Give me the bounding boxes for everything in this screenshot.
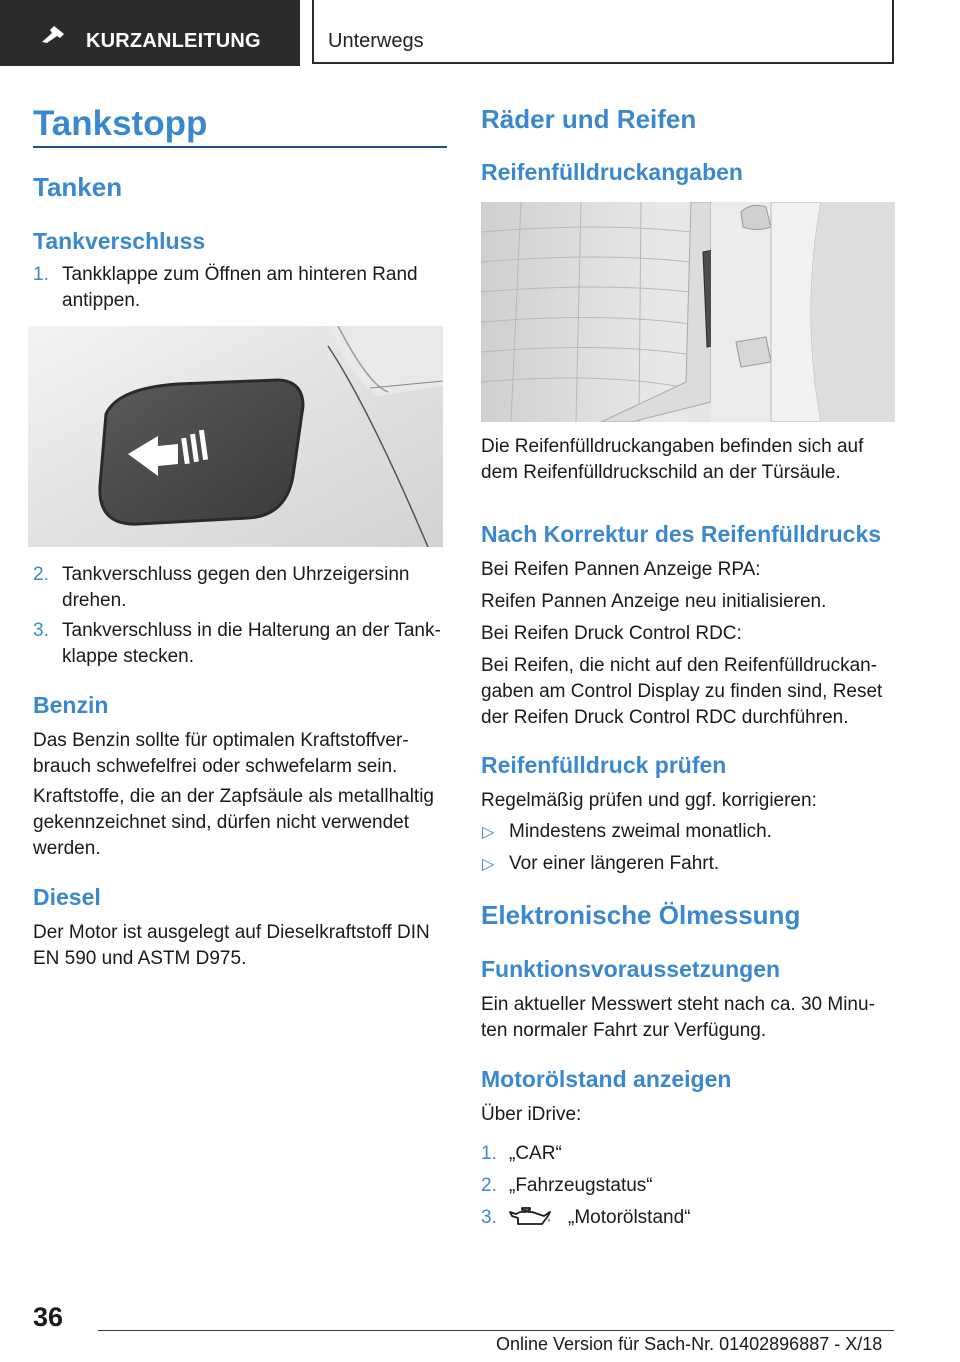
paragraph-line: Regelmäßig prüfen und ggf. korrigieren:	[481, 790, 817, 811]
heading-diesel: Diesel	[33, 884, 101, 910]
paragraph-line: gaben am Control Display zu finden sind, Reset	[481, 681, 883, 702]
fuel-flap-illustration	[28, 326, 443, 547]
header-chapter-label: Unterwegs	[328, 30, 424, 52]
paragraph-line: der Reifen Druck Control RDC durchführen.	[481, 707, 849, 728]
paragraph-line: Ein aktueller Messwert steht nach ca. 30 Minu-	[481, 994, 875, 1015]
heading-raeder-und-reifen: Räder und Reifen	[481, 104, 697, 134]
paragraph-line: EN 590 und ASTM D975.	[33, 948, 247, 969]
paragraph-line: brauch schwefelfrei oder schwefelarm sein.	[33, 756, 398, 777]
step-text: „Fahrzeugstatus“	[509, 1175, 653, 1196]
step-number: 2.	[481, 1175, 497, 1196]
paragraph-line: werden.	[33, 838, 101, 859]
step-number: 3.	[33, 620, 49, 641]
heading-reifenfuelldruckangaben: Reifenfülldruckangaben	[481, 159, 743, 185]
bullet-triangle-icon: ▷	[482, 856, 495, 873]
paragraph-line: gekennzeichnet sind, dürfen nicht verwendet	[33, 812, 410, 833]
paragraph-line: Reifen Pannen Anzeige neu initialisieren.	[481, 591, 827, 612]
pin-icon	[40, 24, 66, 44]
paragraph-line: ten normaler Fahrt zur Verfügung.	[481, 1020, 767, 1041]
footer-online-version: Online Version für Sach-Nr. 01402896887 - X/18	[496, 1334, 883, 1354]
paragraph-line: Kraftstoffe, die an der Zapfsäule als metallhaltig	[33, 786, 434, 807]
header-chapter-tab	[312, 0, 894, 64]
paragraph-line: Die Reifenfülldruckangaben befinden sich auf	[481, 436, 864, 457]
step-number: 2.	[33, 564, 49, 585]
paragraph-line: Das Benzin sollte für optimalen Kraftstoffver-	[33, 730, 409, 751]
step-text-cont: antippen.	[62, 290, 141, 311]
bullet-text: Vor einer längeren Fahrt.	[509, 853, 720, 874]
step-text: „Motorölstand“	[568, 1207, 691, 1228]
paragraph-line: Bei Reifen Pannen Anzeige RPA:	[481, 559, 761, 580]
step-number: 1.	[481, 1143, 497, 1164]
step-text: Tankklappe zum Öffnen am hinteren Rand	[62, 264, 418, 285]
page-title-tankstopp: Tankstopp	[33, 104, 208, 143]
paragraph-line: Bei Reifen, die nicht auf den Reifenfülldruckan-	[481, 655, 878, 676]
step-number: 3.	[481, 1207, 497, 1228]
heading-motoroelstand-anzeigen: Motorölstand anzeigen	[481, 1066, 732, 1092]
heading-elektronische-oelmessung: Elektronische Ölmessung	[481, 900, 801, 930]
heading-reifenfuelldruck-pruefen: Reifenfülldruck prüfen	[481, 752, 727, 778]
paragraph-line: Bei Reifen Druck Control RDC:	[481, 623, 742, 644]
bullet-text: Mindestens zweimal monatlich.	[509, 821, 772, 842]
heading-tanken: Tanken	[33, 172, 123, 202]
paragraph-line: Der Motor ist ausgelegt auf Dieselkraftstoff DIN	[33, 922, 430, 943]
step-text-cont: klappe stecken.	[62, 646, 195, 667]
heading-benzin: Benzin	[33, 692, 109, 718]
title-underline	[33, 146, 447, 148]
step-text-cont: drehen.	[62, 590, 127, 611]
step-text: Tankverschluss in die Halterung an der Tank-	[62, 620, 441, 641]
heading-nach-korrektur: Nach Korrektur des Reifenfülldrucks	[481, 521, 882, 547]
header-section-label: KURZANLEITUNG	[86, 30, 261, 52]
footer-divider	[98, 1330, 894, 1331]
page-number: 36	[33, 1302, 64, 1332]
heading-tankverschluss: Tankverschluss	[33, 228, 206, 254]
step-text: „CAR“	[509, 1143, 562, 1164]
heading-funktionsvoraussetzungen: Funktionsvoraussetzungen	[481, 956, 781, 982]
header-section-tab	[0, 0, 300, 66]
door-pillar-illustration	[481, 202, 895, 422]
paragraph-line: Über iDrive:	[481, 1104, 582, 1125]
paragraph-line: dem Reifenfülldruckschild an der Türsäule.	[481, 462, 841, 483]
bullet-triangle-icon: ▷	[482, 824, 495, 841]
step-number: 1.	[33, 264, 49, 285]
oil-can-icon	[508, 1206, 552, 1228]
step-text: Tankverschluss gegen den Uhrzeigersinn	[62, 564, 410, 585]
